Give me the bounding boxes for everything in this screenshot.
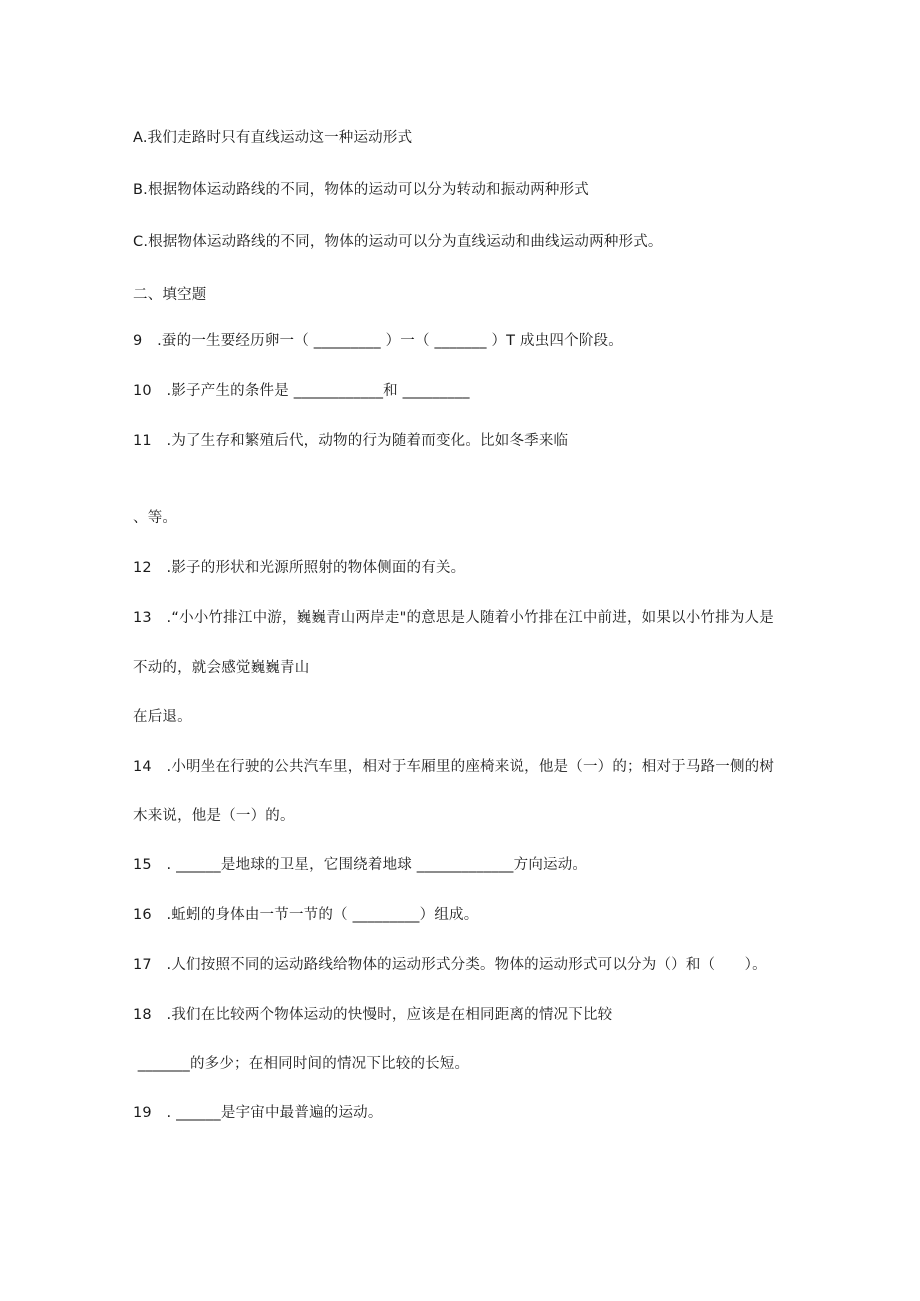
- question-9: 9 .蚕的一生要经历卵一（ _________ ）一（ _______ ）T 成虫四个阶段。: [133, 333, 623, 349]
- question-11-line1: 11 .为了生存和繁殖后代，动物的行为随着而变化。比如冬季来临: [133, 433, 569, 449]
- question-16: 16 .蚯蚓的身体由一节一节的（ _________）组成。: [133, 907, 479, 923]
- question-18-line1: 18 .我们在比较两个物体运动的快慢时，应该是在相同距离的情况下比较: [133, 1007, 613, 1023]
- question-11-line2: 、等。: [133, 510, 178, 526]
- question-17: 17 .人们按照不同的运动路线给物体的运动形式分类。物体的运动形式可以分为（）和（ ）。: [133, 957, 767, 973]
- question-12: 12 .影子的形状和光源所照射的物体侧面的有关。: [133, 560, 466, 576]
- question-18-line2: _______的多少；在相同时间的情况下比较的长短。: [133, 1056, 470, 1072]
- question-14-line1: 14 .小明坐在行驶的公共汽车里，相对于车厢里的座椅来说，他是（一）的；相对于马路一侧的树: [133, 759, 775, 775]
- option-c: C.根据物体运动路线的不同，物体的运动可以分为直线运动和曲线运动两种形式。: [133, 234, 663, 250]
- question-13-line1: 13 .“小小竹排江中游，巍巍青山两岸走"的意思是人随着小竹排在江中前进，如果以小竹排为人是: [133, 610, 774, 626]
- question-19: 19 . ______是宇宙中最普遍的运动。: [133, 1105, 383, 1121]
- question-14-line2: 木来说，他是（一）的。: [133, 808, 295, 824]
- option-b: B.根据物体运动路线的不同，物体的运动可以分为转动和振动两种形式: [133, 182, 589, 198]
- question-10: 10 .影子产生的条件是 ____________和 _________: [133, 383, 470, 399]
- question-13-line2: 不动的，就会感觉巍巍青山: [133, 660, 310, 676]
- question-13-line3: 在后退。: [133, 709, 192, 725]
- question-15: 15 . ______是地球的卫星，它围绕着地球 _____________方向运动。: [133, 857, 588, 873]
- section-title: 二、填空题: [133, 287, 207, 303]
- option-a: A.我们走路时只有直线运动这一种运动形式: [133, 130, 413, 146]
